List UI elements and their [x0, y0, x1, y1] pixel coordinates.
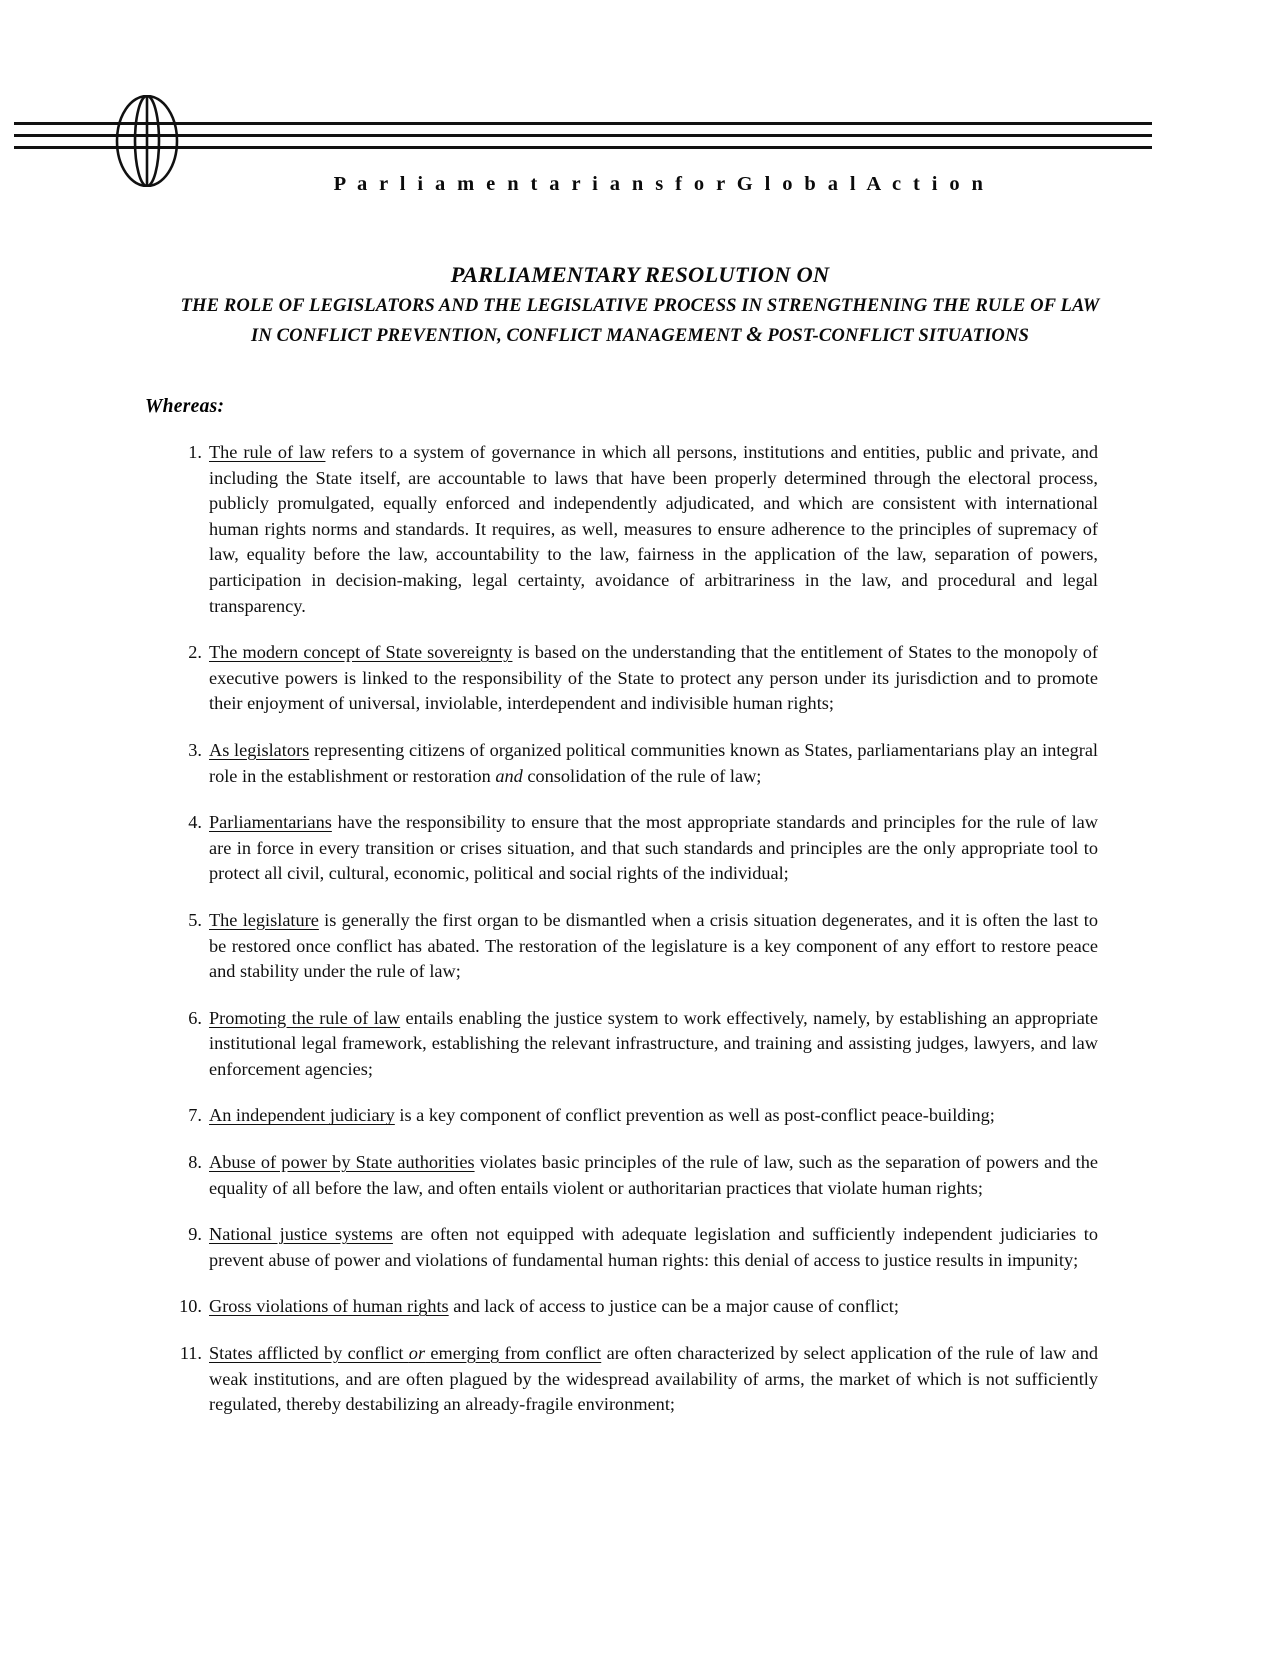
clause-number: 2.	[188, 642, 202, 663]
clause-item	[172, 640, 1098, 717]
clause-number: 9.	[188, 1224, 202, 1245]
clause-body: is a key component of conflict prevention as well as post-conflict peace-building;	[394, 1105, 995, 1126]
clause-number: 1.	[188, 442, 202, 462]
clause-body: is generally the first organ to be dismantled when a crisis situation degenerates, and it is often the last to be restored once conflict has abated. The restoration of the legislature is a key component of any effort to restore peace and stability under the rule of law;	[209, 909, 1098, 982]
document-title	[0, 260, 1280, 350]
clause-lead-phrase: Abuse of power by State authorities	[209, 1152, 475, 1173]
clause-item	[172, 1222, 1098, 1273]
clause-item	[172, 738, 1098, 789]
clause-lead-phrase: National justice systems	[209, 1224, 393, 1245]
clause-number: 6.	[188, 1007, 202, 1028]
clause-body-part-1: representing citizens of organized political communities known as States, parliamentarians play an integral role in the establishment or restoration	[209, 739, 1099, 786]
clause-body-part-2: consolidation of the rule of law;	[522, 765, 762, 786]
clause-lead-phrase: The rule of law	[209, 442, 326, 462]
clause-number: 10.	[179, 1296, 202, 1317]
clause-item	[172, 440, 1098, 619]
clause-emphasis: and	[495, 765, 523, 786]
clause-body: entails enabling the justice system to work effectively, namely, by establishing an appropriate institutional legal framework, establishing the relevant infrastructure, and training and assisting judges, lawyers, and law enforcement agencies;	[209, 1007, 1099, 1079]
title-line-3-part-2: POST-CONFLICT SITUATIONS	[762, 325, 1029, 346]
clause-body: refers to a system of governance in which all persons, institutions and entities, public and private, and including the State itself, are accountable to laws that have been properly determined through the electoral process, publicly promulgated, equally enforced and independently adjudicated, and which are consistent with international human rights norms and standards. It requires, as well, measures to ensure adherence to the principles of supremacy of law, equality before the law, accountability to the law, fairness in the application of the law, separation of powers, participation in decision-making, legal certainty, avoidance of arbitrariness in the law, and procedural and legal transparency.	[209, 442, 1098, 616]
clause-lead-phrase: Promoting the rule of law	[209, 1007, 401, 1028]
clause-number: 8.	[188, 1152, 202, 1173]
clause-lead-phrase: Gross violations of human rights	[209, 1296, 449, 1317]
clause-number: 7.	[188, 1105, 202, 1126]
clause-item	[172, 1341, 1098, 1418]
title-line-3	[0, 320, 1280, 350]
clause-item	[172, 908, 1098, 985]
title-line-3-part-1: IN CONFLICT PREVENTION, CONFLICT MANAGEMENT	[251, 325, 747, 346]
clause-body: is based on the understanding that the entitlement of States to the monopoly of executive powers is linked to the responsibility of the State to protect any person under its jurisdiction and to promote their enjoyment of universal, inviolable, interdependent and indivisible human rights;	[209, 642, 1098, 714]
clause-body: are often not equipped with adequate legislation and sufficiently independent judiciaries to prevent abuse of power and violations of fundamental human rights: this denial of access to justice results in impunity;	[209, 1224, 1098, 1270]
clause-item	[172, 1103, 1098, 1129]
clause-number: 3.	[188, 739, 202, 760]
clause-lead-emphasis: or	[408, 1343, 426, 1364]
title-line-2: THE ROLE OF LEGISLATORS AND THE LEGISLATIVE PROCESS IN STRENGTHENING THE RULE OF LAW	[180, 295, 1100, 316]
clause-number: 5.	[188, 909, 202, 930]
globe-icon	[107, 95, 187, 187]
clause-item	[172, 1294, 1098, 1320]
clause-number: 4.	[188, 812, 202, 833]
clause-item	[172, 1150, 1098, 1201]
clause-lead-part-2: emerging from conflict	[425, 1343, 602, 1364]
clause-lead-phrase: As legislators	[209, 739, 310, 760]
clause-body: are often characterized by select application of the rule of law and weak institutions, and are often plagued by the widespread availability of arms, the market of which is not sufficiently regulated, thereby destabilizing an already-fragile environment;	[209, 1343, 1098, 1415]
clause-body: violates basic principles of the rule of law, such as the separation of powers and the equality of all before the law, and often entails violent or authoritarian practices that violate human rights;	[209, 1152, 1098, 1198]
title-line-1: PARLIAMENTARY RESOLUTION ON	[450, 262, 830, 287]
letterhead	[0, 0, 1280, 215]
clause-number: 11.	[179, 1343, 202, 1364]
title-ampersand: &	[746, 322, 763, 346]
organization-name-text: P a r l i a m e n t a r i a n s f o r G l o b a l A c t i o n	[333, 173, 987, 195]
whereas-clause-list	[0, 440, 1280, 1418]
clause-lead-phrase: An independent judiciary	[209, 1105, 395, 1126]
clause-lead-phrase: The legislature	[209, 909, 319, 930]
clause-lead-part-1: States afflicted by conflict	[209, 1343, 409, 1364]
clause-body: have the responsibility to ensure that the most appropriate standards and principles for the rule of law are in force in every transition or crises situation, and that such standards and principles are the only appropriate tool to protect all civil, cultural, economic, political and social rights of the individual;	[209, 812, 1098, 884]
clause-body: and lack of access to justice can be a major cause of conflict;	[448, 1296, 899, 1317]
clause-lead-phrase	[209, 1343, 601, 1363]
clause-item	[172, 810, 1098, 887]
clause-item	[172, 1006, 1098, 1083]
clause-lead-phrase: The modern concept of State sovereignty	[209, 642, 513, 663]
organization-name	[0, 173, 1280, 196]
whereas-heading: Whereas:	[145, 396, 225, 417]
clause-lead-phrase: Parliamentarians	[209, 812, 332, 833]
